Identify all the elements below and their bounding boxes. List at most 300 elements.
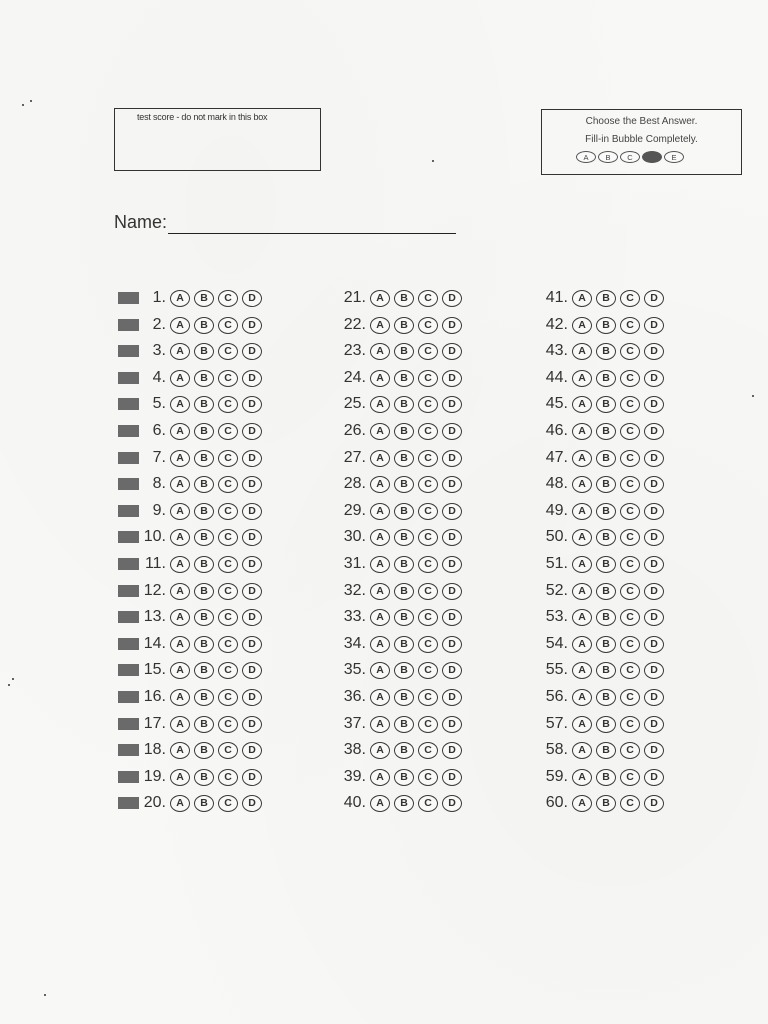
answer-bubble-a[interactable]: A [170, 370, 190, 387]
answer-bubble-a[interactable]: A [572, 662, 592, 679]
question-row [330, 341, 466, 361]
answer-bubble-d[interactable]: D [644, 396, 664, 413]
answer-bubble-b[interactable]: B [394, 583, 414, 600]
answer-bubble-d[interactable]: D [644, 450, 664, 467]
answer-bubble-d[interactable]: D [442, 529, 462, 546]
answer-bubble-b[interactable]: B [596, 317, 616, 334]
answer-bubble-d[interactable]: D [442, 556, 462, 573]
answer-bubble-d[interactable]: D [442, 689, 462, 706]
answer-bubble-d[interactable]: D [242, 795, 262, 812]
answer-bubble-d[interactable]: D [242, 503, 262, 520]
answer-bubble-b[interactable]: B [596, 476, 616, 493]
answer-bubble-a[interactable]: A [572, 795, 592, 812]
answer-bubble-d[interactable]: D [242, 450, 262, 467]
answer-bubble-b[interactable]: B [194, 769, 214, 786]
answer-bubble-b[interactable]: B [394, 609, 414, 626]
answer-bubble-a[interactable]: A [170, 476, 190, 493]
answer-bubble-b[interactable]: B [194, 503, 214, 520]
answer-bubble-d[interactable]: D [644, 290, 664, 307]
answer-bubble-a[interactable]: A [370, 662, 390, 679]
answer-bubble-a[interactable]: A [370, 343, 390, 360]
answer-bubble-d[interactable]: D [242, 476, 262, 493]
answer-bubble-d[interactable]: D [442, 370, 462, 387]
test-score-label: test score - do not mark in this box [137, 112, 268, 122]
answer-bubble-a[interactable]: A [370, 529, 390, 546]
answer-bubble-a[interactable]: A [572, 742, 592, 759]
answer-bubble-c[interactable]: C [418, 636, 438, 653]
answer-bubble-a[interactable]: A [572, 636, 592, 653]
answer-bubble-d[interactable]: D [442, 662, 462, 679]
answer-bubble-d[interactable]: D [442, 769, 462, 786]
answer-bubble-a[interactable]: A [170, 583, 190, 600]
answer-bubble-b[interactable]: B [596, 583, 616, 600]
answer-bubble-b[interactable]: B [394, 662, 414, 679]
answer-bubble-a[interactable]: A [572, 609, 592, 626]
answer-bubble-b[interactable]: B [394, 423, 414, 440]
answer-bubble-a[interactable]: A [370, 503, 390, 520]
answer-bubble-c[interactable]: C [218, 290, 238, 307]
answer-bubble-d[interactable]: D [442, 450, 462, 467]
answer-bubble-b[interactable]: B [194, 583, 214, 600]
question-row [532, 581, 668, 601]
question-row [330, 554, 466, 574]
answer-bubble-c[interactable]: C [218, 317, 238, 334]
answer-bubble-c[interactable]: C [418, 556, 438, 573]
answer-bubble-a[interactable]: A [370, 795, 390, 812]
answer-bubble-a[interactable]: A [170, 636, 190, 653]
answer-bubble-c[interactable]: C [218, 636, 238, 653]
scan-speck [30, 100, 32, 102]
question-row [130, 527, 266, 547]
answer-bubble-b[interactable]: B [394, 396, 414, 413]
answer-bubble-b[interactable]: B [596, 370, 616, 387]
question-number: 35. [343, 661, 366, 678]
answer-bubble-b[interactable]: B [194, 450, 214, 467]
answer-bubble-d[interactable]: D [644, 529, 664, 546]
answer-bubble-a[interactable]: A [572, 370, 592, 387]
answer-bubble-c[interactable]: C [620, 583, 640, 600]
answer-bubble-c[interactable]: C [418, 370, 438, 387]
answer-bubble-b[interactable]: B [194, 716, 214, 733]
answer-bubble-d[interactable]: D [644, 689, 664, 706]
answer-bubble-d[interactable]: D [644, 716, 664, 733]
answer-bubble-c[interactable]: C [418, 317, 438, 334]
answer-bubble-a[interactable]: A [370, 450, 390, 467]
answer-bubble-a[interactable]: A [170, 396, 190, 413]
answer-bubble-a[interactable]: A [572, 317, 592, 334]
name-input-line[interactable] [168, 233, 456, 234]
answer-bubble-d[interactable]: D [242, 396, 262, 413]
answer-bubble-b[interactable]: B [596, 742, 616, 759]
question-row [330, 368, 466, 388]
answer-bubble-c[interactable]: C [620, 317, 640, 334]
question-number: 59. [545, 768, 568, 785]
answer-bubble-a[interactable]: A [572, 583, 592, 600]
question-row [532, 474, 668, 494]
answer-bubble-c[interactable]: C [218, 476, 238, 493]
answer-bubble-b[interactable]: B [194, 476, 214, 493]
answer-bubble-d[interactable]: D [242, 317, 262, 334]
answer-bubble-b[interactable]: B [194, 689, 214, 706]
answer-bubble-b[interactable]: B [596, 662, 616, 679]
answer-bubble-c[interactable]: C [418, 716, 438, 733]
answer-bubble-d[interactable]: D [442, 317, 462, 334]
answer-bubble-b[interactable]: B [394, 742, 414, 759]
question-number: 9. [152, 502, 166, 519]
answer-bubble-d[interactable]: D [644, 662, 664, 679]
answer-bubble-b[interactable]: B [394, 343, 414, 360]
answer-bubble-a[interactable]: A [370, 396, 390, 413]
answer-bubble-b[interactable]: B [194, 529, 214, 546]
answer-bubble-c[interactable]: C [418, 529, 438, 546]
answer-bubble-c[interactable]: C [418, 689, 438, 706]
question-number: 22. [343, 316, 366, 333]
answer-bubble-c[interactable]: C [620, 450, 640, 467]
answer-bubble-d[interactable]: D [242, 636, 262, 653]
answer-bubble-b[interactable]: B [596, 769, 616, 786]
answer-bubble-d[interactable]: D [442, 742, 462, 759]
question-number: 40. [343, 794, 366, 811]
example-bubble: A [576, 151, 596, 163]
answer-bubble-b[interactable]: B [194, 662, 214, 679]
answer-bubble-b[interactable]: B [394, 769, 414, 786]
answer-bubble-c[interactable]: C [620, 476, 640, 493]
answer-bubble-c[interactable]: C [218, 343, 238, 360]
answer-bubble-a[interactable]: A [370, 742, 390, 759]
answer-bubble-a[interactable]: A [572, 529, 592, 546]
answer-bubble-d[interactable]: D [644, 370, 664, 387]
answer-bubble-b[interactable]: B [394, 290, 414, 307]
answer-bubble-c[interactable]: C [218, 609, 238, 626]
answer-bubble-c[interactable]: C [218, 662, 238, 679]
answer-bubble-a[interactable]: A [170, 317, 190, 334]
answer-bubble-a[interactable]: A [572, 476, 592, 493]
question-number: 12. [143, 582, 166, 599]
answer-bubble-b[interactable]: B [194, 742, 214, 759]
answer-bubble-d[interactable]: D [242, 583, 262, 600]
answer-bubble-b[interactable]: B [394, 556, 414, 573]
answer-bubble-c[interactable]: C [418, 343, 438, 360]
answer-bubble-a[interactable]: A [370, 716, 390, 733]
answer-bubble-d[interactable]: D [242, 609, 262, 626]
answer-bubble-c[interactable]: C [218, 742, 238, 759]
answer-bubble-c[interactable]: C [218, 795, 238, 812]
answer-bubble-c[interactable]: C [620, 769, 640, 786]
answer-bubble-a[interactable]: A [370, 317, 390, 334]
answer-bubble-a[interactable]: A [170, 290, 190, 307]
answer-bubble-a[interactable]: A [370, 370, 390, 387]
answer-bubble-d[interactable]: D [442, 503, 462, 520]
answer-bubble-b[interactable]: B [394, 317, 414, 334]
answer-bubble-a[interactable]: A [572, 503, 592, 520]
question-row [532, 660, 668, 680]
answer-bubble-c[interactable]: C [418, 795, 438, 812]
answer-bubble-a[interactable]: A [370, 476, 390, 493]
question-row [330, 767, 466, 787]
answer-bubble-d[interactable]: D [442, 716, 462, 733]
question-row [130, 793, 266, 813]
answer-bubble-d[interactable]: D [442, 290, 462, 307]
answer-bubble-c[interactable]: C [218, 716, 238, 733]
answer-bubble-b[interactable]: B [596, 689, 616, 706]
question-number: 48. [545, 475, 568, 492]
answer-bubble-c[interactable]: C [418, 662, 438, 679]
answer-bubble-c[interactable]: C [620, 343, 640, 360]
answer-bubble-a[interactable]: A [170, 742, 190, 759]
question-row [130, 448, 266, 468]
question-row [532, 448, 668, 468]
answer-bubble-d[interactable]: D [442, 396, 462, 413]
answer-bubble-b[interactable]: B [394, 370, 414, 387]
question-row [130, 634, 266, 654]
answer-bubble-c[interactable]: C [620, 795, 640, 812]
question-row [330, 288, 466, 308]
answer-bubble-c[interactable]: C [218, 689, 238, 706]
answer-bubble-d[interactable]: D [242, 343, 262, 360]
answer-bubble-c[interactable]: C [218, 450, 238, 467]
answer-bubble-c[interactable]: C [418, 290, 438, 307]
answer-bubble-c[interactable]: C [218, 556, 238, 573]
answer-bubble-d[interactable]: D [644, 769, 664, 786]
answer-bubble-a[interactable]: A [170, 609, 190, 626]
answer-bubble-d[interactable]: D [242, 290, 262, 307]
test-score-box [114, 108, 321, 171]
answer-bubble-c[interactable]: C [218, 503, 238, 520]
answer-bubble-b[interactable]: B [194, 370, 214, 387]
answer-bubble-d[interactable]: D [442, 795, 462, 812]
answer-bubble-a[interactable]: A [170, 689, 190, 706]
answer-bubble-a[interactable]: A [170, 450, 190, 467]
answer-bubble-d[interactable]: D [644, 423, 664, 440]
question-number: 50. [545, 528, 568, 545]
answer-bubble-c[interactable]: C [218, 529, 238, 546]
answer-bubble-c[interactable]: C [418, 769, 438, 786]
answer-bubble-d[interactable]: D [242, 556, 262, 573]
answer-bubble-b[interactable]: B [394, 503, 414, 520]
answer-bubble-c[interactable]: C [418, 583, 438, 600]
answer-bubble-b[interactable]: B [194, 317, 214, 334]
answer-bubble-b[interactable]: B [596, 795, 616, 812]
answer-bubble-d[interactable]: D [242, 662, 262, 679]
question-row [532, 554, 668, 574]
answer-bubble-a[interactable]: A [370, 290, 390, 307]
answer-bubble-a[interactable]: A [170, 423, 190, 440]
answer-bubble-a[interactable]: A [370, 609, 390, 626]
answer-bubble-b[interactable]: B [596, 396, 616, 413]
question-row [330, 660, 466, 680]
answer-bubble-b[interactable]: B [596, 529, 616, 546]
answer-bubble-b[interactable]: B [394, 529, 414, 546]
answer-bubble-a[interactable]: A [572, 769, 592, 786]
question-row [130, 714, 266, 734]
answer-bubble-b[interactable]: B [194, 290, 214, 307]
answer-bubble-d[interactable]: D [442, 423, 462, 440]
question-row [532, 714, 668, 734]
answer-bubble-d[interactable]: D [644, 503, 664, 520]
question-row [130, 581, 266, 601]
question-row [130, 341, 266, 361]
answer-bubble-d[interactable]: D [644, 742, 664, 759]
answer-bubble-c[interactable]: C [418, 396, 438, 413]
answer-bubble-d[interactable]: D [644, 609, 664, 626]
answer-bubble-c[interactable]: C [620, 636, 640, 653]
answer-bubble-a[interactable]: A [170, 769, 190, 786]
answer-bubble-a[interactable]: A [170, 529, 190, 546]
name-label: Name: [114, 212, 168, 232]
answer-bubble-c[interactable]: C [620, 689, 640, 706]
answer-bubble-c[interactable]: C [620, 423, 640, 440]
answer-bubble-b[interactable]: B [194, 636, 214, 653]
answer-bubble-c[interactable]: C [620, 396, 640, 413]
answer-bubble-d[interactable]: D [242, 716, 262, 733]
instructions-box [541, 109, 742, 175]
answer-bubble-a[interactable]: A [370, 556, 390, 573]
answer-bubble-b[interactable]: B [394, 716, 414, 733]
answer-bubble-a[interactable]: A [170, 503, 190, 520]
answer-bubble-b[interactable]: B [194, 343, 214, 360]
answer-bubble-c[interactable]: C [620, 609, 640, 626]
answer-bubble-c[interactable]: C [418, 476, 438, 493]
question-row [532, 527, 668, 547]
answer-bubble-b[interactable]: B [394, 795, 414, 812]
example-bubble: C [620, 151, 640, 163]
answer-bubble-a[interactable]: A [572, 343, 592, 360]
answer-bubble-d[interactable]: D [644, 556, 664, 573]
question-number: 54. [545, 635, 568, 652]
answer-bubble-d[interactable]: D [644, 583, 664, 600]
answer-bubble-a[interactable]: A [170, 343, 190, 360]
answer-bubble-b[interactable]: B [596, 423, 616, 440]
answer-bubble-d[interactable]: D [242, 742, 262, 759]
question-number: 24. [343, 369, 366, 386]
answer-bubble-a[interactable]: A [572, 689, 592, 706]
answer-bubble-c[interactable]: C [620, 370, 640, 387]
answer-bubble-d[interactable]: D [442, 343, 462, 360]
answer-bubble-c[interactable]: C [620, 716, 640, 733]
answer-bubble-a[interactable]: A [572, 716, 592, 733]
answer-bubble-a[interactable]: A [572, 290, 592, 307]
answer-bubble-d[interactable]: D [644, 795, 664, 812]
answer-bubble-c[interactable]: C [418, 609, 438, 626]
answer-bubble-c[interactable]: C [218, 423, 238, 440]
answer-bubble-b[interactable]: B [596, 290, 616, 307]
answer-bubble-d[interactable]: D [242, 769, 262, 786]
answer-bubble-c[interactable]: C [418, 742, 438, 759]
answer-bubble-d[interactable]: D [242, 370, 262, 387]
example-bubble: B [598, 151, 618, 163]
answer-bubble-a[interactable]: A [170, 556, 190, 573]
question-row [330, 581, 466, 601]
answer-bubble-a[interactable]: A [370, 769, 390, 786]
answer-bubble-c[interactable]: C [418, 503, 438, 520]
answer-bubble-c[interactable]: C [620, 529, 640, 546]
question-row [532, 634, 668, 654]
answer-bubble-b[interactable]: B [194, 423, 214, 440]
answer-bubble-a[interactable]: A [170, 662, 190, 679]
answer-bubble-a[interactable]: A [572, 450, 592, 467]
answer-bubble-d[interactable]: D [442, 636, 462, 653]
question-number: 57. [545, 715, 568, 732]
answer-bubble-c[interactable]: C [620, 742, 640, 759]
answer-bubble-a[interactable]: A [370, 636, 390, 653]
answer-bubble-d[interactable]: D [442, 476, 462, 493]
answer-bubble-d[interactable]: D [442, 583, 462, 600]
answer-bubble-b[interactable]: B [394, 476, 414, 493]
question-row [330, 793, 466, 813]
answer-bubble-c[interactable]: C [418, 450, 438, 467]
answer-bubble-b[interactable]: B [596, 343, 616, 360]
question-number: 14. [143, 635, 166, 652]
answer-bubble-a[interactable]: A [170, 716, 190, 733]
answer-bubble-c[interactable]: C [218, 396, 238, 413]
answer-bubble-d[interactable]: D [242, 689, 262, 706]
answer-bubble-d[interactable]: D [644, 636, 664, 653]
question-row [130, 288, 266, 308]
question-number: 31. [343, 555, 366, 572]
question-row [330, 501, 466, 521]
question-row [330, 527, 466, 547]
answer-bubble-c[interactable]: C [218, 583, 238, 600]
question-row [532, 767, 668, 787]
answer-bubble-b[interactable]: B [394, 689, 414, 706]
answer-bubble-c[interactable]: C [620, 662, 640, 679]
answer-bubble-b[interactable]: B [596, 450, 616, 467]
instructions-line-2: Fill-in Bubble Completely. [585, 134, 698, 145]
answer-bubble-c[interactable]: C [620, 503, 640, 520]
answer-bubble-a[interactable]: A [572, 396, 592, 413]
scan-speck [752, 395, 754, 397]
answer-bubble-a[interactable]: A [572, 556, 592, 573]
answer-bubble-b[interactable]: B [394, 450, 414, 467]
answer-bubble-b[interactable]: B [596, 716, 616, 733]
answer-bubble-c[interactable]: C [218, 769, 238, 786]
question-number: 44. [545, 369, 568, 386]
answer-bubble-b[interactable]: B [194, 396, 214, 413]
answer-bubble-b[interactable]: B [596, 503, 616, 520]
scan-speck [12, 678, 14, 680]
answer-bubble-b[interactable]: B [394, 636, 414, 653]
answer-bubble-a[interactable]: A [370, 583, 390, 600]
answer-bubble-a[interactable]: A [170, 795, 190, 812]
answer-bubble-b[interactable]: B [596, 609, 616, 626]
answer-bubble-b[interactable]: B [194, 609, 214, 626]
answer-bubble-c[interactable]: C [620, 556, 640, 573]
answer-bubble-c[interactable]: C [620, 290, 640, 307]
answer-bubble-b[interactable]: B [194, 556, 214, 573]
answer-bubble-a[interactable]: A [572, 423, 592, 440]
answer-bubble-a[interactable]: A [370, 689, 390, 706]
answer-bubble-a[interactable]: A [370, 423, 390, 440]
question-number: 21. [343, 289, 366, 306]
question-row [130, 368, 266, 388]
answer-bubble-d[interactable]: D [644, 343, 664, 360]
question-row [330, 421, 466, 441]
question-number: 10. [143, 528, 166, 545]
answer-bubble-b[interactable]: B [596, 556, 616, 573]
scan-speck [8, 684, 10, 686]
answer-bubble-d[interactable]: D [442, 609, 462, 626]
answer-bubble-d[interactable]: D [644, 317, 664, 334]
answer-bubble-b[interactable]: B [596, 636, 616, 653]
answer-bubble-d[interactable]: D [242, 423, 262, 440]
answer-bubble-d[interactable]: D [242, 529, 262, 546]
answer-bubble-c[interactable]: C [218, 370, 238, 387]
answer-bubble-c[interactable]: C [418, 423, 438, 440]
answer-bubble-b[interactable]: B [194, 795, 214, 812]
answer-bubble-d[interactable]: D [644, 476, 664, 493]
question-row [130, 607, 266, 627]
question-number: 25. [343, 395, 366, 412]
